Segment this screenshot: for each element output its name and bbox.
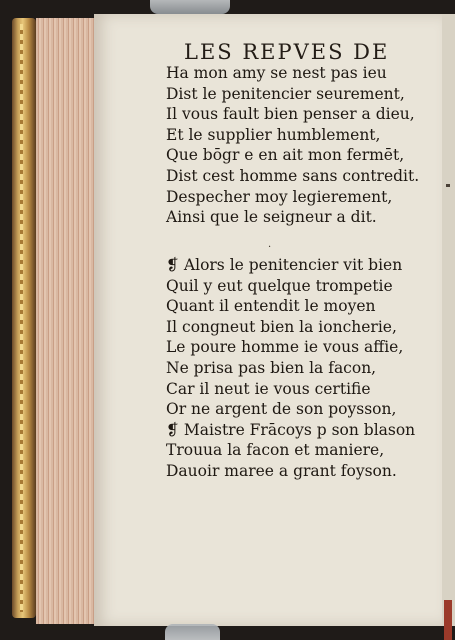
verse-line: Dist cest homme sans contredit. [166, 166, 420, 185]
verse-line: Ainsi que le seigneur a dit. [166, 208, 377, 227]
verse-line: Ne prisa pas bien la facon, [166, 358, 377, 377]
verse-line: Quil y eut quelque trompetie [166, 276, 393, 295]
verse-line: Il vous fault bien penser a dieu, [166, 105, 415, 124]
verse-line: Dauoir maree a grant foyson. [166, 461, 397, 480]
verse-line: Or ne argent de son poysson, [166, 400, 397, 419]
verse-line: Il congneut bien la ioncherie, [166, 317, 397, 336]
verse-line: Trouua la facon et maniere, [166, 441, 385, 460]
verse-line: Quant il entendit le moyen [166, 297, 376, 316]
gilt-binding-edge [20, 24, 23, 612]
verse-line: Que bōgr e en ait mon fermēt, [166, 146, 405, 165]
facing-page-edge [442, 14, 455, 626]
verse-line: Le poure homme ie vous affie, [166, 338, 404, 357]
verse-line: Car il neut ie vous certifie [166, 379, 371, 398]
stanza-two [166, 255, 436, 482]
page-edges [36, 18, 94, 624]
facing-page-ribbon [444, 600, 452, 640]
ink-dot: · [268, 242, 272, 253]
verse-line: Ha mon amy se nest pas ieu [166, 64, 387, 82]
verse-line: Et le supplier humblement, [166, 125, 381, 144]
verse-line: Dist le penitencier seurement, [166, 84, 405, 103]
verse-line: ❡ Alors le penitencier vit bien [166, 256, 403, 274]
facing-page-mark [446, 184, 450, 187]
bottom-clip [165, 624, 220, 640]
verse-line: ❡ Maistre Frācoys p son blason [166, 420, 416, 439]
running-title: LES REPVES DE [184, 40, 390, 64]
book-binding [12, 18, 36, 618]
stanza-one [166, 63, 436, 228]
top-clip [150, 0, 230, 14]
verse-line: Despecher moy legierement, [166, 187, 393, 206]
